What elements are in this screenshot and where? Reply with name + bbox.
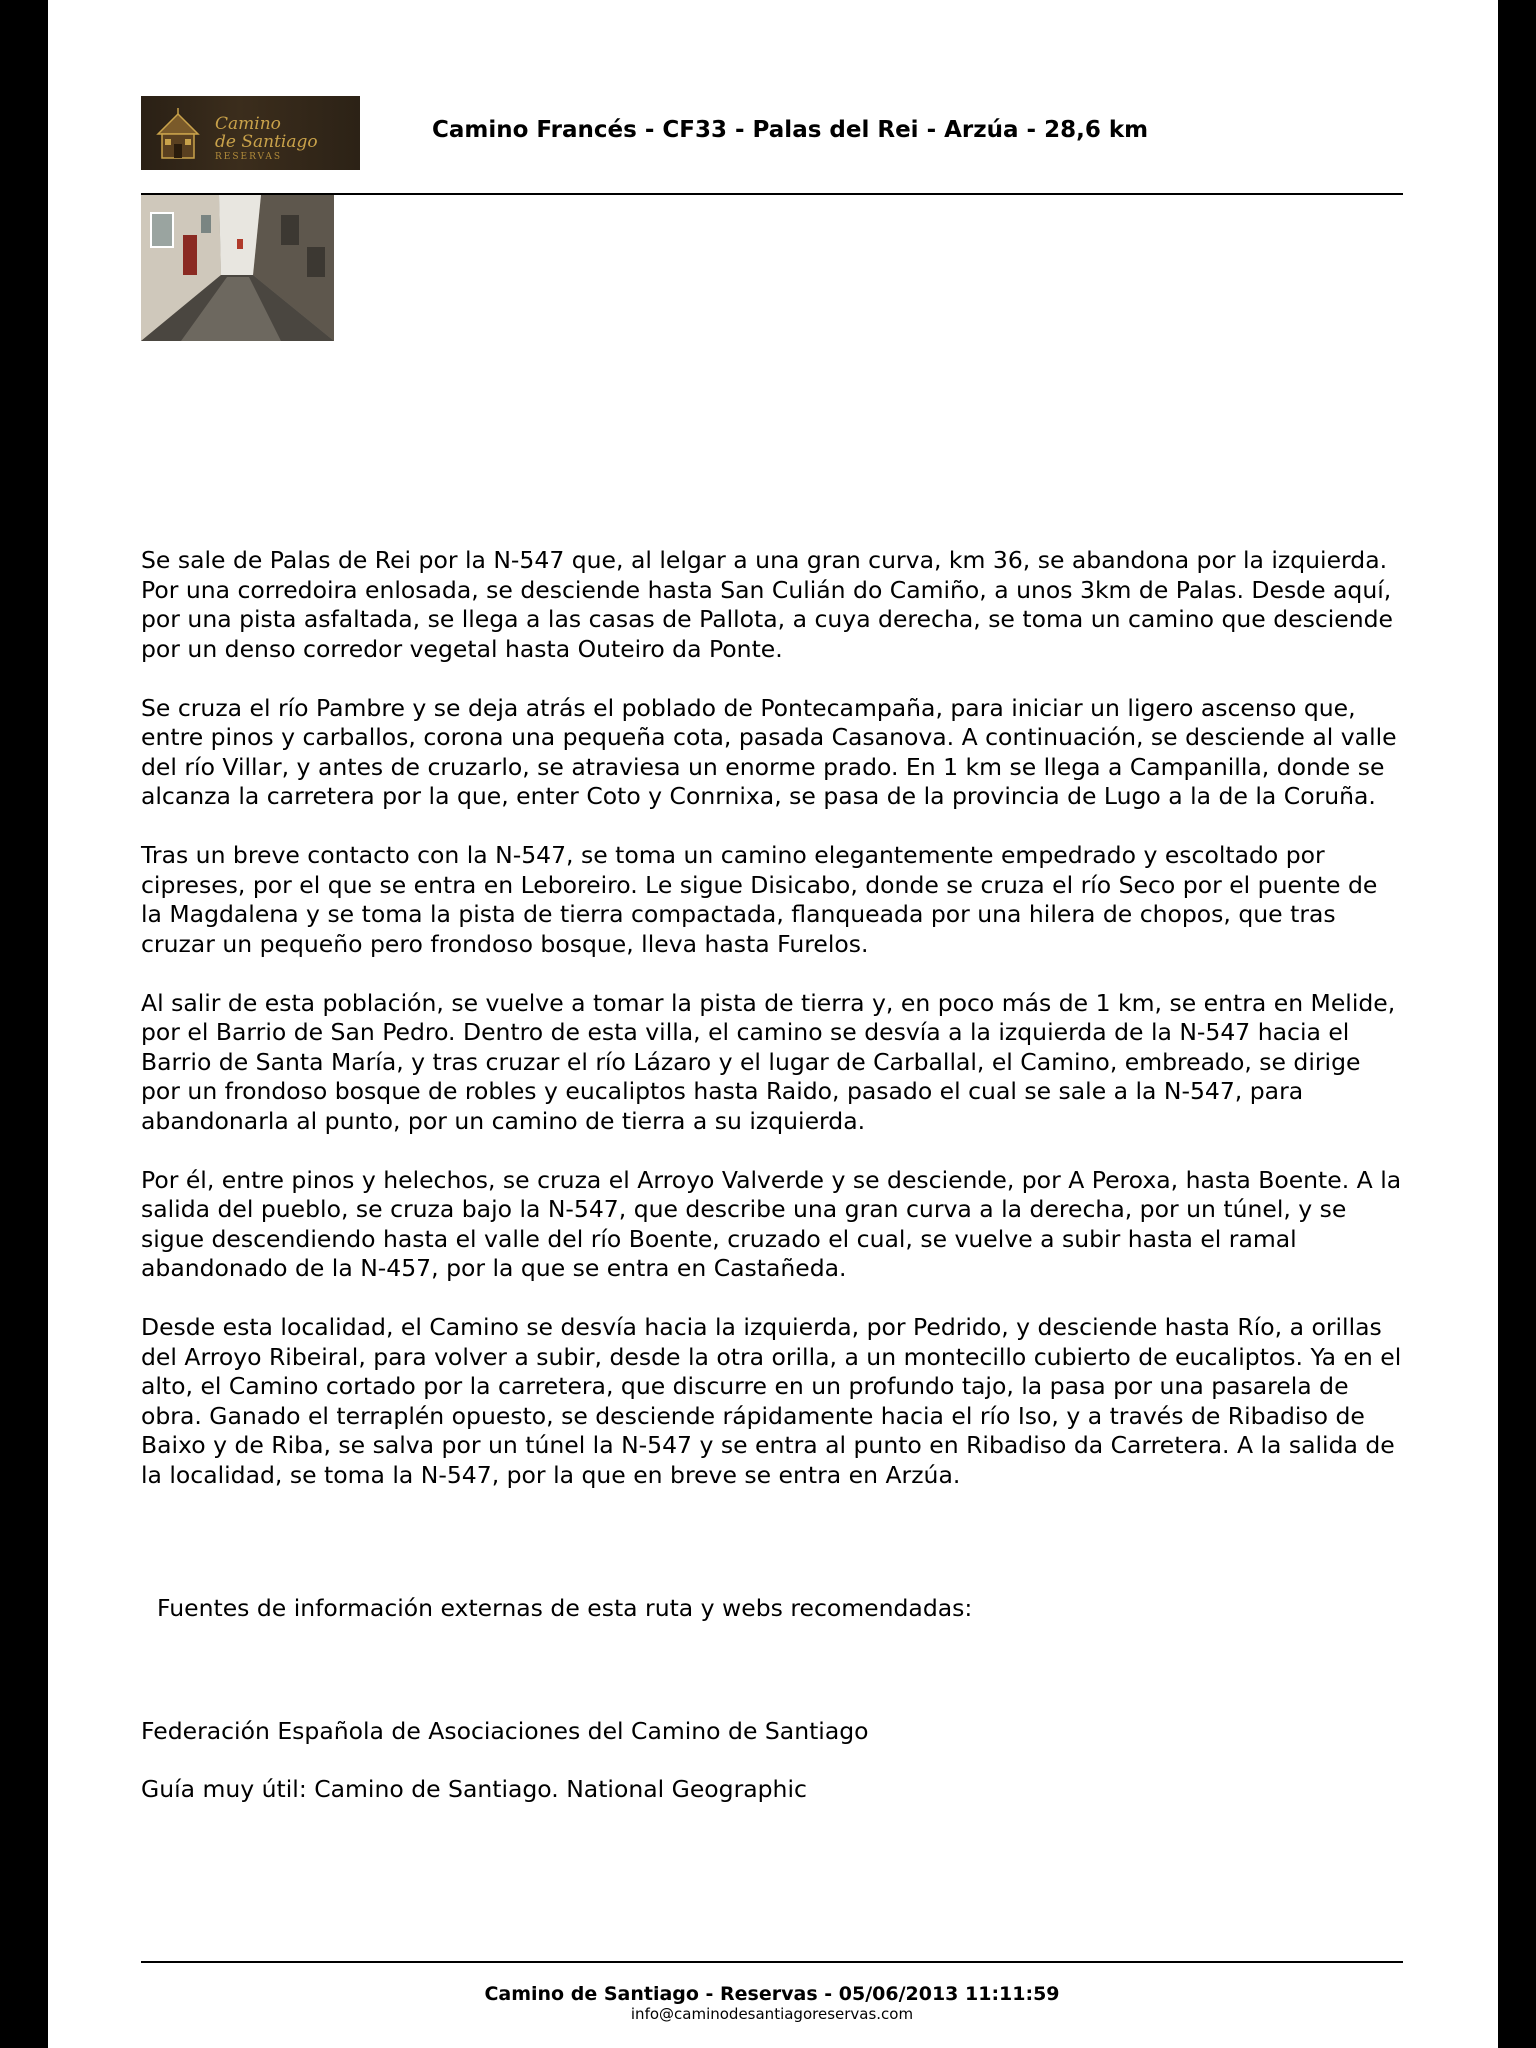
paragraph: Tras un breve contacto con la N-547, se toma un camino elegantemente empedrado y escoltado por cipreses, por el que se entra en Leboreiro. Le sigue Disicabo, donde se cruza el río Seco por el puente de la Magdalena y se toma la pista de tierra compactada, flanqueada por una hilera de chopos, que tras cruzar un pequeño pero frondoso bosque, lleva hasta Furelos. [141, 841, 1378, 958]
page-header [141, 96, 1403, 170]
route-description [141, 546, 1403, 1520]
paragraph: Desde esta localidad, el Camino se desvía hacia la izquierda, por Pedrido, y desciende hasta Río, a orillas del Arroyo Ribeiral, para volver a subir, desde la otra orilla, a un montecillo cubierto de eucaliptos. Ya en el alto, el Camino cortado por la carretera, que discurre en un profundo tajo, la pasa por una pasarela de obra. Ganado el terraplén opuesto, se desciende rápidamente hacia el río Iso, y a través de Ribadiso de Baixo y de Riba, se salva por un túnel la N-547 y se entra al punto en Ribadiso da Carretera. A la salida de la localidad, se toma la N-547, por la que en breve se entra en Arzúa. [141, 1313, 1402, 1489]
document-title: Camino Francés - CF33 - Palas del Rei - Arzúa - 28,6 km [432, 117, 1149, 143]
source-link[interactable]: Federación Española de Asociaciones del Camino de Santiago [141, 1717, 869, 1745]
source-link[interactable]: Guía muy útil: Camino de Santiago. National Geographic [141, 1775, 807, 1803]
stage-photo-image [141, 195, 334, 341]
footer-title: Camino de Santiago - Reservas - 05/06/2013 11:11:59 [484, 1983, 1060, 2005]
logo-line-3: RESERVAS [215, 152, 283, 162]
logo-line-2: de Santiago [215, 132, 318, 152]
paragraph: Al salir de esta población, se vuelve a tomar la pista de tierra y, en poco más de 1 km, se entra en Melide, por el Barrio de San Pedro. Dentro de esta villa, el camino se desvía a la izquierda de la N-547 hacia el Barrio de Santa María, y tras cruzar el río Lázaro y el lugar de Carballal, el Camino, embreado, se dirige por un frondoso bosque de robles y eucaliptos hasta Raido, pasado el cual se sale a la N-547, para abandonarla al punto, por un camino de tierra a su izquierda. [141, 988, 1396, 1135]
document-page [48, 0, 1498, 2048]
stage-photo [141, 195, 334, 341]
logo [141, 96, 360, 170]
house-icon [153, 106, 203, 162]
logo-wordmark [215, 116, 318, 162]
paragraph: Se cruza el río Pambre y se deja atrás el poblado de Pontecampaña, para iniciar un ligero ascenso que, entre pinos y carballos, corona una pequeña cota, pasada Casanova. A continuación, se desciende al valle del río Villar, y antes de cruzarlo, se atraviesa un enorme prado. En 1 km se llega a Campanilla, donde se alcanza la carretera por la que, enter Coto y Conrnixa, se pasa de la provincia de Lugo a la de la Coruña. [141, 693, 1397, 810]
sources-heading: Fuentes de información externas de esta ruta y webs recomendadas: [157, 1594, 973, 1622]
paragraph: Por él, entre pinos y helechos, se cruza el Arroyo Valverde y se desciende, por A Peroxa, hasta Boente. A la salida del pueblo, se cruza bajo la N-547, que describe una gran curva a la derecha, por un túnel, y se sigue descendiendo hasta el valle del río Boente, cruzado el cual, se vuelve a subir hasta el ramal abandonado de la N-457, por la que se entra en Castañeda. [141, 1165, 1402, 1282]
footer-divider [141, 1961, 1403, 1963]
paragraph: Se sale de Palas de Rei por la N-547 que, al lelgar a una gran curva, km 36, se abandona por la izquierda. Por una corredoira enlosada, se desciende hasta San Culián do Camiño, a unos 3km de Palas. Desde aquí, por una pista asfaltada, se llega a las casas de Pallota, a cuya derecha, se toma un camino que desciende por un denso corredor vegetal hasta Outeiro da Ponte. [141, 546, 1393, 663]
footer-email[interactable]: info@caminodesantiagoreservas.com [630, 2005, 914, 2023]
logo-line-1: Camino [215, 114, 281, 134]
